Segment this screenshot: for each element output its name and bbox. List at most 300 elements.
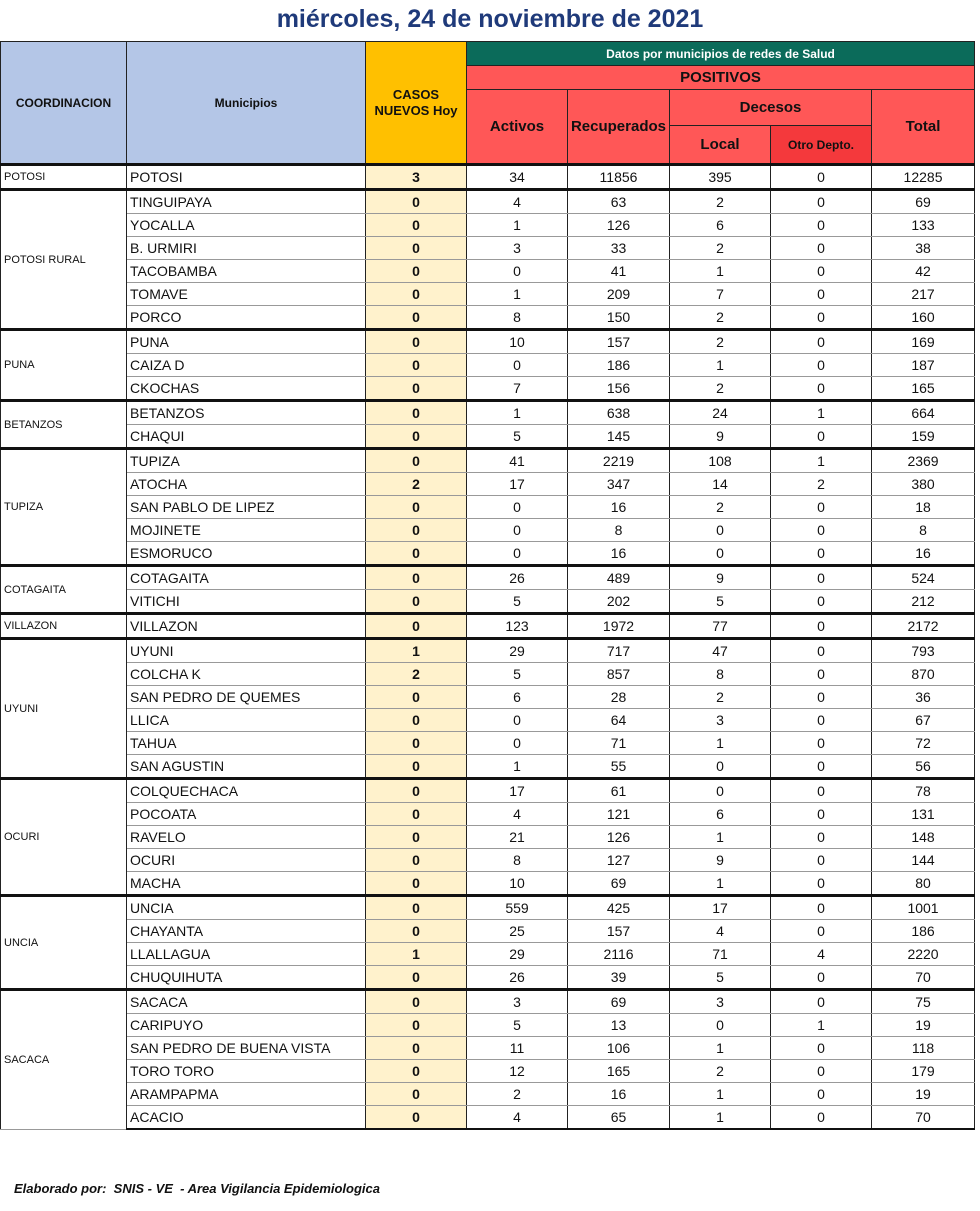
- cell-casos-nuevos: 0: [366, 1037, 467, 1060]
- table-row: [1, 190, 975, 214]
- cell-activos: 7: [467, 377, 568, 401]
- table-row: [1, 306, 975, 330]
- cell-total: 75: [872, 990, 975, 1014]
- cell-municipio: ARAMPAPMA: [127, 1083, 366, 1106]
- cell-activos: 10: [467, 330, 568, 354]
- cell-municipio: TINGUIPAYA: [127, 190, 366, 214]
- header-coordinacion: COORDINACION: [1, 42, 127, 165]
- cell-casos-nuevos: 0: [366, 496, 467, 519]
- table-row: [1, 1037, 975, 1060]
- cell-casos-nuevos: 0: [366, 237, 467, 260]
- cell-decesos-local: 6: [670, 214, 771, 237]
- cell-municipio: VITICHI: [127, 590, 366, 614]
- cell-coordinacion: SACACA: [1, 990, 127, 1130]
- cell-decesos-local: 395: [670, 165, 771, 190]
- cell-activos: 11: [467, 1037, 568, 1060]
- cell-decesos-otro: 1: [771, 1014, 872, 1037]
- header-decesos: Decesos: [670, 90, 872, 126]
- cell-decesos-local: 1: [670, 732, 771, 755]
- header-local: Local: [670, 126, 771, 165]
- cell-municipio: SAN PEDRO DE BUENA VISTA: [127, 1037, 366, 1060]
- table-row: [1, 1106, 975, 1130]
- cell-recuperados: 55: [568, 755, 670, 779]
- cell-casos-nuevos: 0: [366, 709, 467, 732]
- cell-decesos-local: 108: [670, 449, 771, 473]
- cell-coordinacion: TUPIZA: [1, 449, 127, 566]
- cell-recuperados: 41: [568, 260, 670, 283]
- cell-casos-nuevos: 0: [366, 377, 467, 401]
- cell-total: 80: [872, 872, 975, 896]
- cell-total: 69: [872, 190, 975, 214]
- cell-decesos-local: 0: [670, 755, 771, 779]
- cell-decesos-local: 77: [670, 614, 771, 639]
- cell-municipio: PORCO: [127, 306, 366, 330]
- cell-activos: 1: [467, 214, 568, 237]
- cell-municipio: TOMAVE: [127, 283, 366, 306]
- cell-decesos-local: 2: [670, 237, 771, 260]
- cell-decesos-otro: 0: [771, 165, 872, 190]
- cell-activos: 21: [467, 826, 568, 849]
- cell-casos-nuevos: 3: [366, 165, 467, 190]
- cell-decesos-local: 2: [670, 496, 771, 519]
- cell-decesos-local: 1: [670, 354, 771, 377]
- cell-casos-nuevos: 0: [366, 260, 467, 283]
- table-row: [1, 449, 975, 473]
- cell-decesos-otro: 0: [771, 990, 872, 1014]
- cell-activos: 17: [467, 779, 568, 803]
- cell-casos-nuevos: 0: [366, 966, 467, 990]
- cell-activos: 25: [467, 920, 568, 943]
- cell-decesos-local: 5: [670, 966, 771, 990]
- cell-total: 56: [872, 755, 975, 779]
- cell-coordinacion: BETANZOS: [1, 401, 127, 449]
- cell-activos: 5: [467, 425, 568, 449]
- cell-coordinacion: POTOSI: [1, 165, 127, 190]
- cell-recuperados: 13: [568, 1014, 670, 1037]
- cell-casos-nuevos: 2: [366, 473, 467, 496]
- table-row: [1, 214, 975, 237]
- cell-recuperados: 717: [568, 639, 670, 663]
- cell-recuperados: 39: [568, 966, 670, 990]
- cell-casos-nuevos: 0: [366, 1083, 467, 1106]
- cell-decesos-otro: 0: [771, 966, 872, 990]
- cell-recuperados: 65: [568, 1106, 670, 1130]
- cell-casos-nuevos: 0: [366, 826, 467, 849]
- cell-decesos-local: 0: [670, 542, 771, 566]
- cell-decesos-local: 7: [670, 283, 771, 306]
- cell-activos: 1: [467, 401, 568, 425]
- cell-total: 212: [872, 590, 975, 614]
- cell-decesos-otro: 4: [771, 943, 872, 966]
- cell-recuperados: 202: [568, 590, 670, 614]
- header-municipios: Municipios: [127, 42, 366, 165]
- cell-activos: 3: [467, 237, 568, 260]
- cell-total: 16: [872, 542, 975, 566]
- cell-casos-nuevos: 0: [366, 401, 467, 425]
- cell-casos-nuevos: 0: [366, 1106, 467, 1130]
- table-row: [1, 473, 975, 496]
- cell-decesos-otro: 0: [771, 566, 872, 590]
- cell-decesos-local: 2: [670, 1060, 771, 1083]
- cell-municipio: SAN PEDRO DE QUEMES: [127, 686, 366, 709]
- cell-total: 179: [872, 1060, 975, 1083]
- table-row: [1, 849, 975, 872]
- cell-activos: 0: [467, 260, 568, 283]
- cell-recuperados: 157: [568, 920, 670, 943]
- cell-casos-nuevos: 0: [366, 566, 467, 590]
- cell-recuperados: 157: [568, 330, 670, 354]
- cell-activos: 1: [467, 755, 568, 779]
- table-row: [1, 732, 975, 755]
- cell-activos: 12: [467, 1060, 568, 1083]
- cell-recuperados: 2219: [568, 449, 670, 473]
- cell-casos-nuevos: 0: [366, 779, 467, 803]
- cell-recuperados: 857: [568, 663, 670, 686]
- cases-table: [0, 41, 975, 1130]
- cell-activos: 0: [467, 354, 568, 377]
- cell-municipio: SAN AGUSTIN: [127, 755, 366, 779]
- cell-municipio: TUPIZA: [127, 449, 366, 473]
- cell-decesos-otro: 1: [771, 401, 872, 425]
- table-row: [1, 920, 975, 943]
- cell-total: 160: [872, 306, 975, 330]
- cell-casos-nuevos: 0: [366, 732, 467, 755]
- cell-activos: 8: [467, 849, 568, 872]
- cell-activos: 6: [467, 686, 568, 709]
- cell-total: 217: [872, 283, 975, 306]
- table-row: [1, 165, 975, 190]
- table-row: [1, 566, 975, 590]
- cell-total: 42: [872, 260, 975, 283]
- cell-decesos-local: 71: [670, 943, 771, 966]
- cell-casos-nuevos: 0: [366, 920, 467, 943]
- header-otro-depto: Otro Depto.: [771, 126, 872, 165]
- cell-decesos-local: 8: [670, 663, 771, 686]
- cell-total: 131: [872, 803, 975, 826]
- cell-decesos-otro: 0: [771, 519, 872, 542]
- cell-municipio: VILLAZON: [127, 614, 366, 639]
- table-body: [1, 165, 975, 1130]
- cell-municipio: CAIZA D: [127, 354, 366, 377]
- cell-municipio: SAN PABLO DE LIPEZ: [127, 496, 366, 519]
- cell-casos-nuevos: 1: [366, 943, 467, 966]
- table-row: [1, 872, 975, 896]
- cell-decesos-otro: 0: [771, 826, 872, 849]
- table-row: [1, 1083, 975, 1106]
- header-total: Total: [872, 90, 975, 165]
- cell-decesos-local: 3: [670, 990, 771, 1014]
- cell-decesos-otro: 0: [771, 190, 872, 214]
- cell-decesos-local: 1: [670, 1106, 771, 1130]
- cell-total: 159: [872, 425, 975, 449]
- cell-municipio: CHUQUIHUTA: [127, 966, 366, 990]
- table-row: [1, 755, 975, 779]
- cell-municipio: COLCHA K: [127, 663, 366, 686]
- cell-decesos-local: 2: [670, 190, 771, 214]
- cell-recuperados: 126: [568, 214, 670, 237]
- cell-total: 8: [872, 519, 975, 542]
- cell-decesos-otro: 0: [771, 849, 872, 872]
- cell-casos-nuevos: 1: [366, 639, 467, 663]
- cell-decesos-otro: 0: [771, 1106, 872, 1130]
- cell-decesos-local: 1: [670, 260, 771, 283]
- cell-municipio: CHAQUI: [127, 425, 366, 449]
- cell-municipio: LLICA: [127, 709, 366, 732]
- cell-activos: 0: [467, 542, 568, 566]
- cell-decesos-local: 9: [670, 566, 771, 590]
- cell-recuperados: 2116: [568, 943, 670, 966]
- cell-decesos-otro: 0: [771, 709, 872, 732]
- cell-recuperados: 106: [568, 1037, 670, 1060]
- cell-decesos-local: 9: [670, 425, 771, 449]
- cell-activos: 29: [467, 943, 568, 966]
- cell-decesos-local: 9: [670, 849, 771, 872]
- table-row: [1, 401, 975, 425]
- cell-total: 72: [872, 732, 975, 755]
- cell-total: 1001: [872, 896, 975, 920]
- cell-decesos-local: 2: [670, 377, 771, 401]
- cell-casos-nuevos: 0: [366, 214, 467, 237]
- cell-coordinacion: POTOSI RURAL: [1, 190, 127, 330]
- cell-activos: 41: [467, 449, 568, 473]
- cell-recuperados: 69: [568, 872, 670, 896]
- cell-decesos-local: 2: [670, 306, 771, 330]
- cell-total: 148: [872, 826, 975, 849]
- cell-activos: 8: [467, 306, 568, 330]
- cell-recuperados: 186: [568, 354, 670, 377]
- table-row: [1, 330, 975, 354]
- cell-activos: 0: [467, 519, 568, 542]
- cell-casos-nuevos: 0: [366, 449, 467, 473]
- table-row: [1, 354, 975, 377]
- cell-total: 165: [872, 377, 975, 401]
- cell-decesos-otro: 0: [771, 306, 872, 330]
- cell-municipio: RAVELO: [127, 826, 366, 849]
- header-activos: Activos: [467, 90, 568, 165]
- table-row: [1, 663, 975, 686]
- report-title: miércoles, 24 de noviembre de 2021: [276, 5, 704, 33]
- cell-casos-nuevos: 0: [366, 519, 467, 542]
- cell-decesos-local: 5: [670, 590, 771, 614]
- cell-casos-nuevos: 0: [366, 1060, 467, 1083]
- cell-decesos-local: 47: [670, 639, 771, 663]
- cell-activos: 5: [467, 1014, 568, 1037]
- cell-activos: 123: [467, 614, 568, 639]
- cell-activos: 1: [467, 283, 568, 306]
- cell-municipio: CHAYANTA: [127, 920, 366, 943]
- table-row: [1, 283, 975, 306]
- cell-municipio: TORO TORO: [127, 1060, 366, 1083]
- cell-total: 70: [872, 1106, 975, 1130]
- cell-casos-nuevos: 0: [366, 425, 467, 449]
- cell-decesos-otro: 0: [771, 425, 872, 449]
- cell-municipio: COTAGAITA: [127, 566, 366, 590]
- cell-casos-nuevos: 0: [366, 614, 467, 639]
- footer-credit: Elaborado por: SNIS - VE - Area Vigilancia Epidemiologica: [14, 1181, 380, 1196]
- cell-recuperados: 145: [568, 425, 670, 449]
- cell-activos: 10: [467, 872, 568, 896]
- cell-decesos-local: 24: [670, 401, 771, 425]
- cell-decesos-local: 1: [670, 826, 771, 849]
- cell-municipio: SACACA: [127, 990, 366, 1014]
- cell-total: 144: [872, 849, 975, 872]
- cell-activos: 4: [467, 803, 568, 826]
- cell-coordinacion: UNCIA: [1, 896, 127, 990]
- cell-recuperados: 64: [568, 709, 670, 732]
- table-row: [1, 1014, 975, 1037]
- cell-recuperados: 425: [568, 896, 670, 920]
- cell-decesos-local: 4: [670, 920, 771, 943]
- cell-recuperados: 28: [568, 686, 670, 709]
- cell-decesos-local: 2: [670, 330, 771, 354]
- cell-total: 118: [872, 1037, 975, 1060]
- table-row: [1, 590, 975, 614]
- table-row: [1, 377, 975, 401]
- cell-municipio: MACHA: [127, 872, 366, 896]
- cell-decesos-otro: 0: [771, 614, 872, 639]
- cell-total: 36: [872, 686, 975, 709]
- cell-casos-nuevos: 0: [366, 542, 467, 566]
- cell-total: 78: [872, 779, 975, 803]
- cell-activos: 0: [467, 496, 568, 519]
- cell-activos: 29: [467, 639, 568, 663]
- cell-decesos-local: 3: [670, 709, 771, 732]
- cell-activos: 26: [467, 566, 568, 590]
- cell-recuperados: 63: [568, 190, 670, 214]
- cell-activos: 17: [467, 473, 568, 496]
- cell-total: 18: [872, 496, 975, 519]
- cell-total: 524: [872, 566, 975, 590]
- cell-decesos-otro: 0: [771, 872, 872, 896]
- cell-recuperados: 165: [568, 1060, 670, 1083]
- table-row: [1, 896, 975, 920]
- cell-decesos-otro: 0: [771, 283, 872, 306]
- cell-total: 19: [872, 1014, 975, 1037]
- table-row: [1, 425, 975, 449]
- cell-decesos-local: 0: [670, 779, 771, 803]
- cell-total: 70: [872, 966, 975, 990]
- cell-decesos-local: 2: [670, 686, 771, 709]
- cell-decesos-otro: 0: [771, 330, 872, 354]
- cell-recuperados: 126: [568, 826, 670, 849]
- cell-recuperados: 638: [568, 401, 670, 425]
- table-row: [1, 542, 975, 566]
- cell-municipio: POTOSI: [127, 165, 366, 190]
- cell-casos-nuevos: 0: [366, 1014, 467, 1037]
- cell-total: 664: [872, 401, 975, 425]
- cell-activos: 26: [467, 966, 568, 990]
- cell-total: 2220: [872, 943, 975, 966]
- cell-recuperados: 150: [568, 306, 670, 330]
- cell-casos-nuevos: 0: [366, 849, 467, 872]
- cell-casos-nuevos: 0: [366, 755, 467, 779]
- cell-municipio: B. URMIRI: [127, 237, 366, 260]
- cell-municipio: COLQUECHACA: [127, 779, 366, 803]
- cell-decesos-otro: 0: [771, 237, 872, 260]
- cell-recuperados: 127: [568, 849, 670, 872]
- table-row: [1, 826, 975, 849]
- cell-recuperados: 16: [568, 1083, 670, 1106]
- cell-total: 870: [872, 663, 975, 686]
- table-row: [1, 639, 975, 663]
- cell-total: 38: [872, 237, 975, 260]
- cell-casos-nuevos: 0: [366, 190, 467, 214]
- table-row: [1, 260, 975, 283]
- cell-coordinacion: COTAGAITA: [1, 566, 127, 614]
- cell-recuperados: 11856: [568, 165, 670, 190]
- table-row: [1, 966, 975, 990]
- cell-coordinacion: VILLAZON: [1, 614, 127, 639]
- cell-casos-nuevos: 0: [366, 590, 467, 614]
- cell-decesos-otro: 0: [771, 496, 872, 519]
- cell-decesos-otro: 0: [771, 377, 872, 401]
- cell-municipio: BETANZOS: [127, 401, 366, 425]
- cell-recuperados: 61: [568, 779, 670, 803]
- cell-total: 19: [872, 1083, 975, 1106]
- table-row: [1, 990, 975, 1014]
- cell-activos: 4: [467, 1106, 568, 1130]
- cell-total: 2172: [872, 614, 975, 639]
- cell-recuperados: 347: [568, 473, 670, 496]
- cell-decesos-local: 1: [670, 1037, 771, 1060]
- cell-total: 187: [872, 354, 975, 377]
- cell-decesos-otro: 0: [771, 542, 872, 566]
- cell-decesos-local: 6: [670, 803, 771, 826]
- header-datos: Datos por municipios de redes de Salud: [467, 42, 975, 66]
- cell-decesos-local: 1: [670, 1083, 771, 1106]
- cell-casos-nuevos: 2: [366, 663, 467, 686]
- cell-decesos-otro: 0: [771, 920, 872, 943]
- cell-decesos-otro: 0: [771, 639, 872, 663]
- cell-municipio: MOJINETE: [127, 519, 366, 542]
- cell-casos-nuevos: 0: [366, 803, 467, 826]
- cell-decesos-otro: 0: [771, 260, 872, 283]
- cell-municipio: YOCALLA: [127, 214, 366, 237]
- cell-municipio: ATOCHA: [127, 473, 366, 496]
- cell-activos: 3: [467, 990, 568, 1014]
- cell-municipio: ACACIO: [127, 1106, 366, 1130]
- table-row: [1, 686, 975, 709]
- cell-decesos-local: 0: [670, 519, 771, 542]
- cell-municipio: POCOATA: [127, 803, 366, 826]
- cell-decesos-otro: 0: [771, 590, 872, 614]
- table-header: [1, 42, 975, 165]
- cell-decesos-otro: 2: [771, 473, 872, 496]
- cell-municipio: ESMORUCO: [127, 542, 366, 566]
- cell-municipio: CARIPUYO: [127, 1014, 366, 1037]
- cell-decesos-otro: 0: [771, 354, 872, 377]
- cell-decesos-local: 14: [670, 473, 771, 496]
- table-row: [1, 237, 975, 260]
- header-recuperados: Recuperados: [568, 90, 670, 165]
- cell-decesos-otro: 0: [771, 755, 872, 779]
- cell-total: 67: [872, 709, 975, 732]
- cell-decesos-otro: 0: [771, 803, 872, 826]
- cell-casos-nuevos: 0: [366, 283, 467, 306]
- cell-activos: 34: [467, 165, 568, 190]
- cell-decesos-otro: 0: [771, 732, 872, 755]
- cell-recuperados: 71: [568, 732, 670, 755]
- cell-total: 169: [872, 330, 975, 354]
- table-row: [1, 943, 975, 966]
- cell-decesos-local: 17: [670, 896, 771, 920]
- cell-activos: 559: [467, 896, 568, 920]
- cell-municipio: TAHUA: [127, 732, 366, 755]
- cell-recuperados: 121: [568, 803, 670, 826]
- cell-recuperados: 156: [568, 377, 670, 401]
- cell-total: 133: [872, 214, 975, 237]
- cell-activos: 2: [467, 1083, 568, 1106]
